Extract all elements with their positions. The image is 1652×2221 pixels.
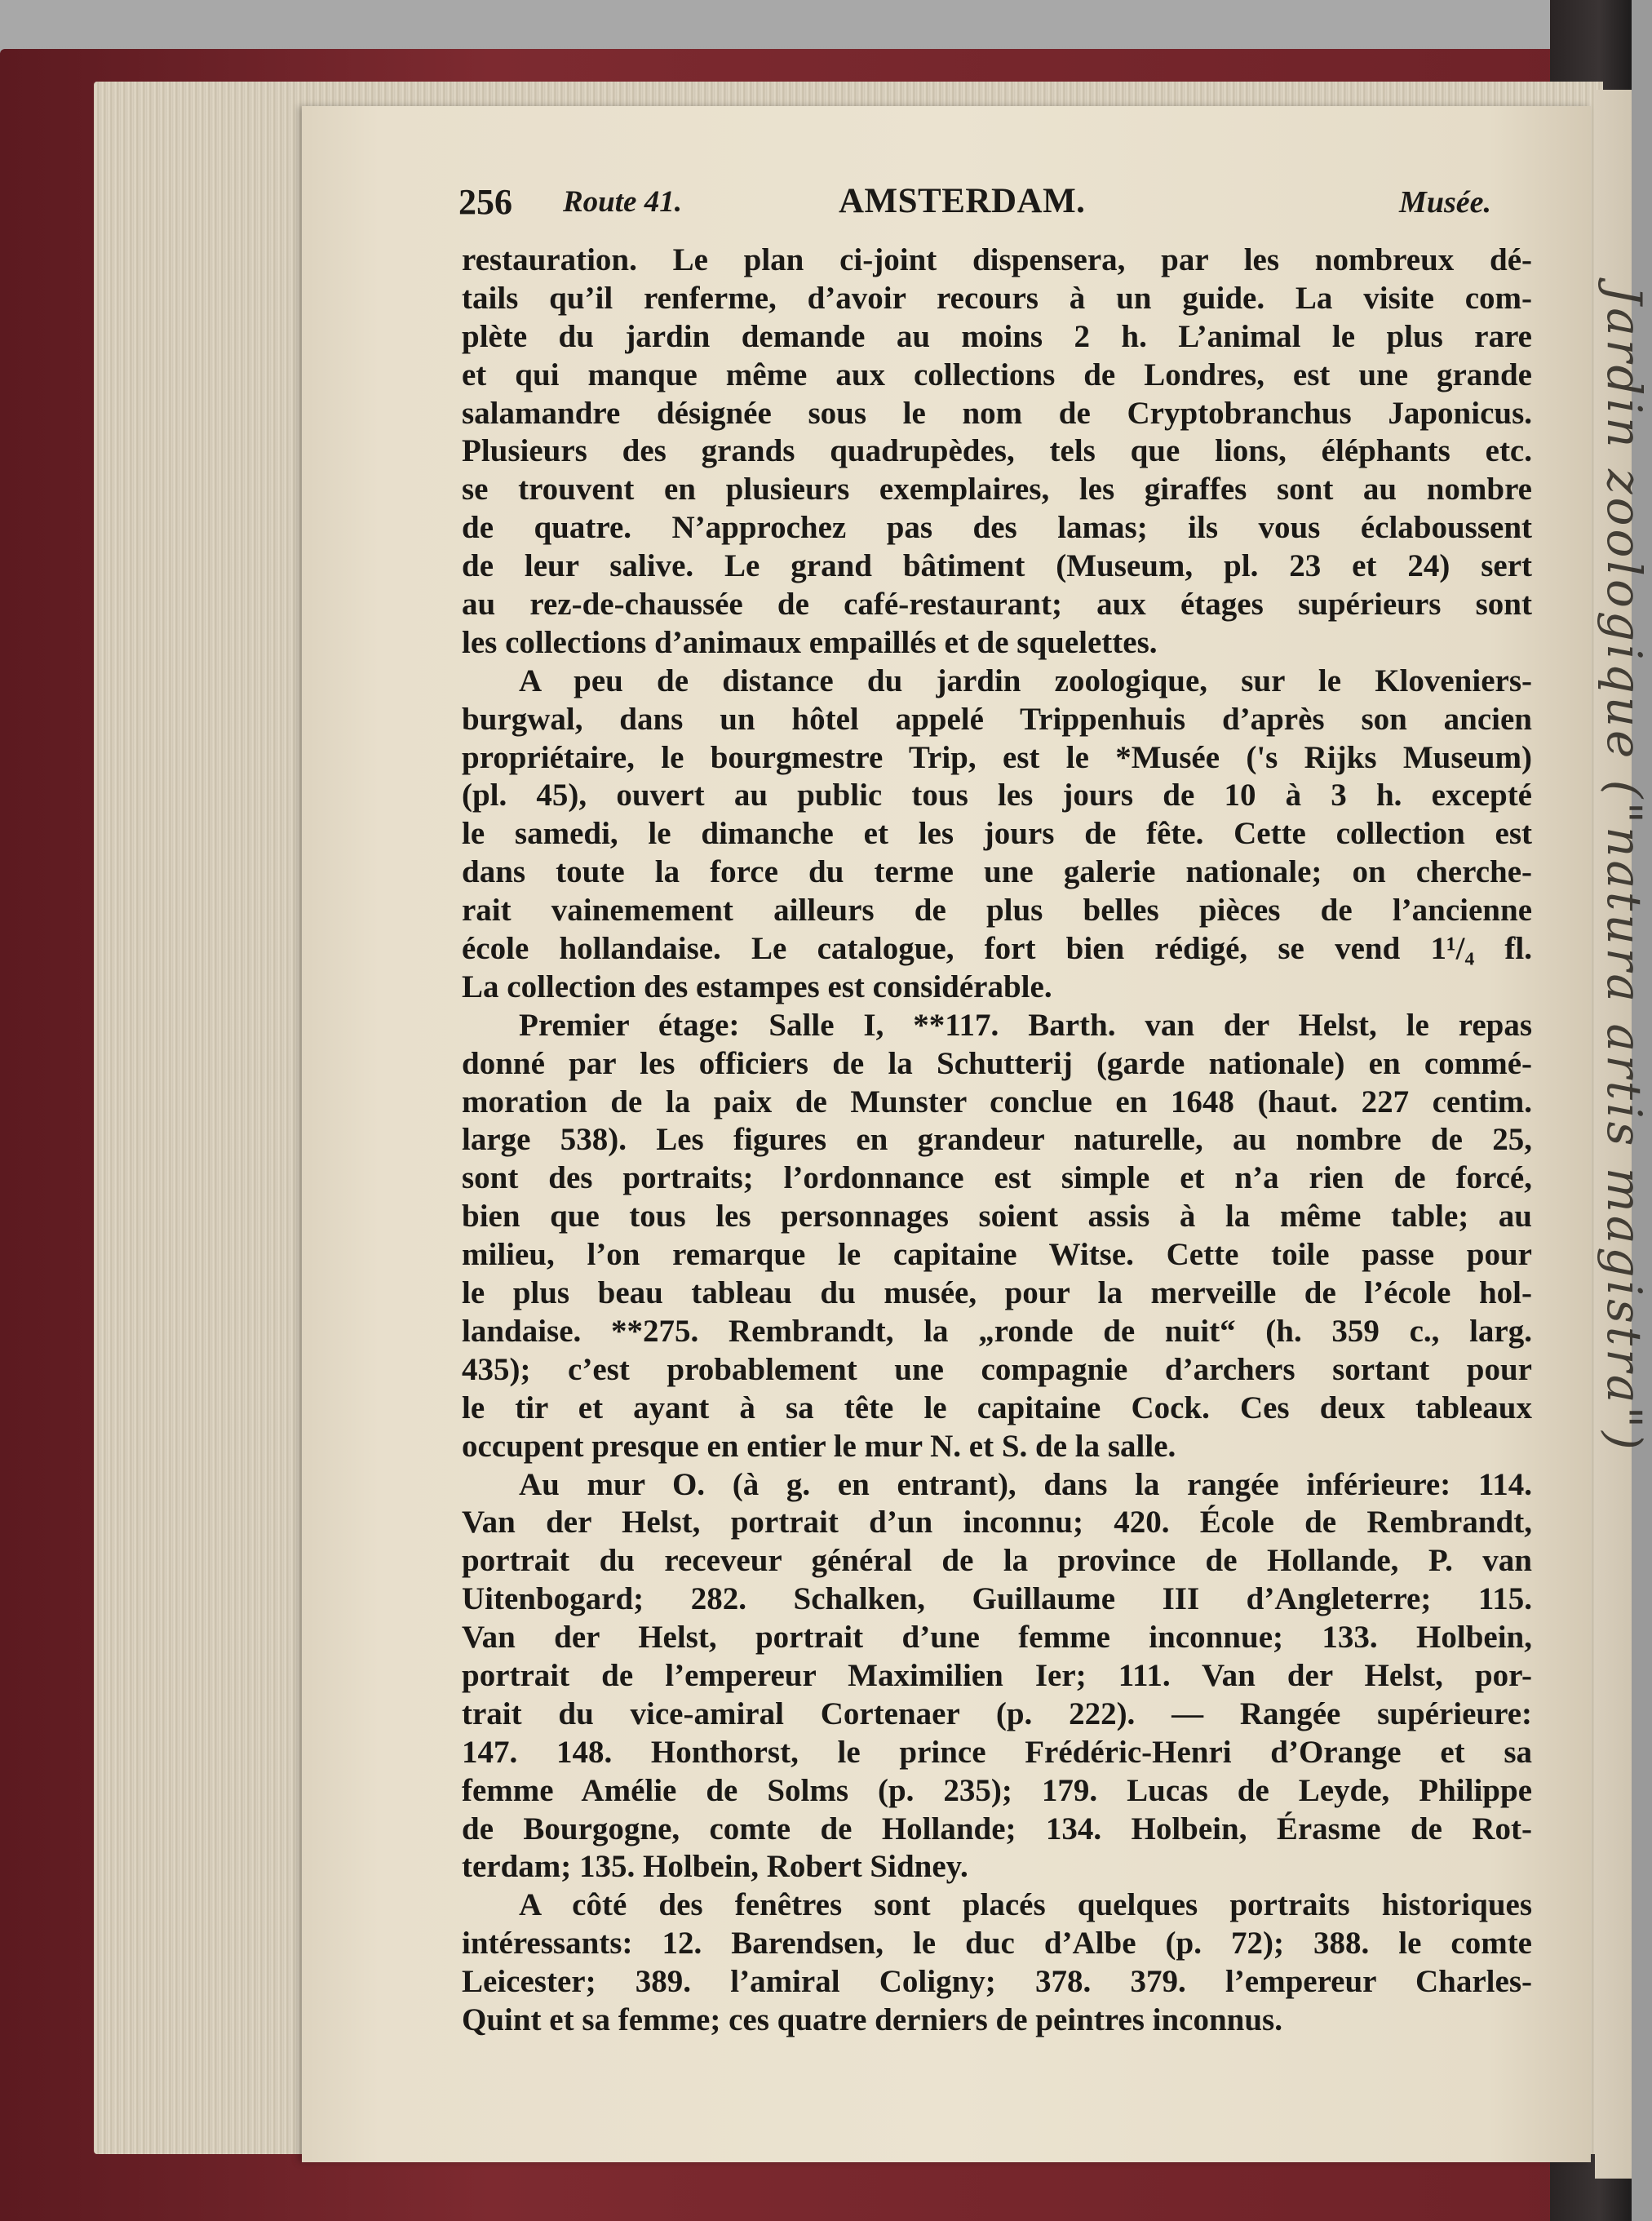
text-line: portrait de l’empereur Maximilien Ier; 111. Van der Helst, por- xyxy=(462,1657,1532,1693)
text-line: et qui manque même aux collections de Londres, est une grande xyxy=(462,357,1532,392)
text-line: tails qu’il renferme, d’avoir recours à un guide. La visite com- xyxy=(462,280,1532,316)
text-line: Premier étage: Salle I, **117. Barth. van der Helst, le repas xyxy=(519,1007,1532,1043)
text-line: femme Amélie de Solms (p. 235); 179. Lucas de Leyde, Philippe xyxy=(462,1772,1532,1808)
text-line: intéressants: 12. Barendsen, le duc d’Albe (p. 72); 388. le comte xyxy=(462,1926,1532,1962)
running-title: AMSTERDAM. xyxy=(839,182,1086,220)
page-number: 256 xyxy=(458,182,512,222)
text-line: école hollandaise. Le catalogue, fort bien rédigé, se vend 1¹/₄ fl. xyxy=(462,931,1532,967)
section-label: Musée. xyxy=(1399,185,1491,219)
text-line: de leur salive. Le grand bâtiment (Museum, pl. 23 et 24) sert xyxy=(462,548,1532,584)
text-line: 435); c’est probablement une compagnie d’archers sortant pour xyxy=(462,1351,1532,1387)
text-line: Plusieurs des grands quadrupèdes, tels que lions, éléphants etc. xyxy=(462,433,1532,469)
running-header xyxy=(458,173,1503,230)
text-line: au rez-de-chaussée de café-restaurant; aux étages supérieurs sont xyxy=(462,587,1532,623)
text-line: burgwal, dans un hôtel appelé Trippenhuis d’après son ancien xyxy=(462,701,1532,737)
text-line: le tir et ayant à sa tête le capitaine Cock. Ces deux tableaux xyxy=(462,1390,1532,1425)
text-line: trait du vice-amiral Cortenaer (p. 222). — Rangée supérieure: xyxy=(462,1696,1532,1731)
text-line: milieu, l’on remarque le capitaine Witse. Cette toile passe pour xyxy=(462,1237,1532,1273)
text-line: occupent presque en entier le mur N. et S. de la salle. xyxy=(462,1428,1176,1464)
text-line: sont des portraits; l’ordonnance est simple et n’a rien de forcé, xyxy=(462,1160,1532,1196)
text-line: A côté des fenêtres sont placés quelques portraits historiques xyxy=(519,1887,1532,1923)
text-line: salamandre désignée sous le nom de Cryptobranchus Japonicus. xyxy=(462,395,1532,431)
text-line: le plus beau tableau du musée, pour la merveille de l’école hol- xyxy=(462,1275,1532,1311)
text-line: de Bourgogne, comte de Hollande; 134. Holbein, Érasme de Rot- xyxy=(462,1811,1532,1846)
text-line: Quint et sa femme; ces quatre derniers de peintres inconnus. xyxy=(462,2002,1282,2037)
text-line: Uitenbogard; 282. Schalken, Guillaume III d’Angleterre; 115. xyxy=(462,1581,1532,1617)
text-line: donné par les officiers de la Schutterij (garde nationale) en commé- xyxy=(462,1045,1532,1081)
text-line: les collections d’animaux empaillés et de squelettes. xyxy=(462,624,1158,660)
text-line: bien que tous les personnages soient assis à la même table; au xyxy=(462,1199,1532,1235)
text-line: Leicester; 389. l’amiral Coligny; 378. 379. l’empereur Charles- xyxy=(462,1964,1532,2000)
text-line: A peu de distance du jardin zoologique, sur le Kloveniers- xyxy=(519,663,1532,698)
text-line: terdam; 135. Holbein, Robert Sidney. xyxy=(462,1849,968,1885)
text-line: portrait du receveur général de la province de Hollande, P. van xyxy=(462,1543,1532,1579)
text-line: large 538). Les figures en grandeur naturelle, au nombre de 25, xyxy=(462,1122,1532,1158)
text-line: moration de la paix de Munster conclue en 1648 (haut. 227 centim. xyxy=(462,1084,1532,1119)
text-line: rait vainemement ailleurs de plus belles pièces de l’ancienne xyxy=(462,893,1532,929)
text-line: de quatre. N’approchez pas des lamas; ils vous éclaboussent xyxy=(462,510,1532,546)
text-line: le samedi, le dimanche et les jours de fête. Cette collection est xyxy=(462,816,1532,852)
text-line: dans toute la force du terme une galerie nationale; on cherche- xyxy=(462,854,1532,890)
route-label: Route 41. xyxy=(563,185,682,219)
body-text xyxy=(462,242,1532,2040)
text-line: se trouvent en plusieurs exemplaires, les giraffes sont au nombre xyxy=(462,472,1532,508)
text-line: Van der Helst, portrait d’un inconnu; 420. École de Rembrandt, xyxy=(462,1505,1532,1541)
text-line: plète du jardin demande au moins 2 h. L’animal le plus rare xyxy=(462,318,1532,354)
text-line: 147. 148. Honthorst, le prince Frédéric-Henri d’Orange et sa xyxy=(462,1734,1532,1770)
text-line: propriétaire, le bourgmestre Trip, est le *Musée ('s Rijks Museum) xyxy=(462,739,1532,775)
text-line: landaise. **275. Rembrandt, la „ronde de nuit“ (h. 359 c., larg. xyxy=(462,1313,1532,1349)
text-line: Au mur O. (à g. en entrant), dans la rangée inférieure: 114. xyxy=(519,1466,1532,1502)
text-line: restauration. Le plan ci-joint dispensera, par les nombreux dé- xyxy=(462,242,1532,277)
text-line: La collection des estampes est considérable. xyxy=(462,969,1052,1004)
facing-page-edge xyxy=(1595,90,1652,2179)
facing-page-text: Jardin zoologique ("natura artis magistra") xyxy=(1597,286,1652,1453)
text-line: (pl. 45), ouvert au public tous les jours de 10 à 3 h. excepté xyxy=(462,778,1532,813)
text-line: Van der Helst, portrait d’une femme inconnue; 133. Holbein, xyxy=(462,1620,1532,1656)
